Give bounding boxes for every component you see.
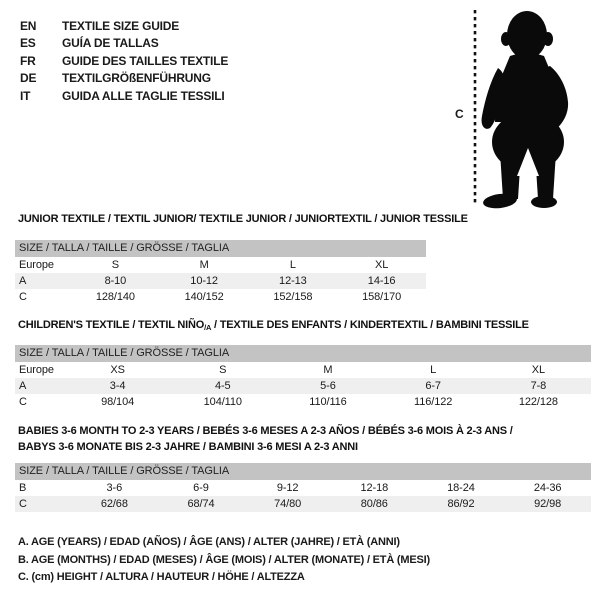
table-row-europe <box>15 257 426 273</box>
language-label: TEXTILGRÖßENFÜHRUNG <box>62 71 211 86</box>
table-cell: 122/128 <box>518 396 558 408</box>
table-row-age <box>15 378 591 394</box>
children-table-title <box>18 319 529 332</box>
language-label: GUÍA DE TALLAS <box>62 36 159 51</box>
row-label: C <box>19 396 27 408</box>
table-cell: 92/98 <box>534 498 562 510</box>
table-cell: S <box>219 364 227 376</box>
junior-size-table <box>15 240 426 305</box>
babies-table-title <box>18 424 513 455</box>
toddler-silhouette <box>482 11 569 210</box>
language-row-it <box>20 87 228 105</box>
row-label: B <box>19 482 27 494</box>
table-cell: 6-9 <box>193 482 209 494</box>
table-cell: 74/80 <box>274 498 302 510</box>
language-label: TEXTILE SIZE GUIDE <box>62 18 180 33</box>
table-cell: XS <box>110 364 125 376</box>
title-part: CHILDREN'S TEXTILE / TEXTIL NIÑO <box>18 319 205 331</box>
footnote-height: C. (cm) HEIGHT / ALTURA / HAUTEUR / HÖHE / ALTEZZA <box>18 571 305 583</box>
title-line-2: BABYS 3-6 MONATE BIS 2-3 JAHRE / BAMBINI 3-6 MESI A 2-3 ANNI <box>18 440 358 453</box>
table-cell: 9-12 <box>276 482 299 494</box>
table-cell: M <box>199 259 209 271</box>
row-label: C <box>19 498 27 510</box>
children-table <box>15 362 591 410</box>
row-label: Europe <box>19 259 54 271</box>
language-code: FR <box>20 53 36 68</box>
table-cell: 14-16 <box>367 275 396 287</box>
row-label: Europe <box>19 364 54 376</box>
children-size-table <box>15 345 591 410</box>
table-cell: M <box>323 364 333 376</box>
table-cell: 12-18 <box>360 482 389 494</box>
table-cell: L <box>430 364 437 376</box>
table-cell: 7-8 <box>530 380 547 392</box>
table-row-age <box>15 273 426 289</box>
table-cell: 24-36 <box>533 482 562 494</box>
table-cell: 3-4 <box>109 380 126 392</box>
title-subscript: /A <box>204 323 212 332</box>
table-cell: 12-13 <box>279 275 307 287</box>
language-code: IT <box>20 88 31 103</box>
table-cell: L <box>289 259 296 271</box>
language-guide-list <box>20 17 228 105</box>
language-label: GUIDA ALLE TAGLIE TESSILI <box>62 88 225 103</box>
table-cell: 116/122 <box>414 396 453 408</box>
table-cell: 6-7 <box>425 380 441 392</box>
toddler-silhouette-figure <box>440 2 600 210</box>
table-cell: 62/68 <box>100 498 128 510</box>
table-cell: S <box>111 259 119 271</box>
babies-table <box>15 480 591 512</box>
table-cell: 68/74 <box>187 498 215 510</box>
table-row-age-months <box>15 480 591 496</box>
junior-size-header-bar: SIZE / TALLA / TAILLE / GRÖSSE / TAGLIA <box>15 240 426 257</box>
title-line-1: BABIES 3-6 MONTH TO 2-3 YEARS / BEBÉS 3-6 MESES A 2-3 AÑOS / BÉBÉS 3-6 MOIS À 2-3 ANS / <box>18 425 513 437</box>
table-cell: 10-12 <box>190 275 218 287</box>
language-label: GUIDE DES TAILLES TEXTILE <box>62 53 229 68</box>
table-row-height <box>15 394 591 410</box>
language-row-en <box>20 17 228 35</box>
footnote-age-years: A. AGE (YEARS) / EDAD (AÑOS) / ÂGE (ANS) / ALTER (JAHRE) / ETÀ (ANNI) <box>18 536 400 548</box>
language-row-es <box>20 35 228 53</box>
language-code: EN <box>20 18 37 33</box>
table-cell: 98/104 <box>101 396 135 408</box>
table-cell: XL <box>531 364 545 376</box>
table-cell: 140/152 <box>184 291 224 303</box>
footnote-age-months: B. AGE (MONTHS) / EDAD (MESES) / ÂGE (MOIS) / ALTER (MONATE) / ETÀ (MESI) <box>18 553 430 566</box>
language-row-fr <box>20 52 228 70</box>
height-measure-label: C <box>455 107 464 121</box>
children-size-header-bar: SIZE / TALLA / TAILLE / GRÖSSE / TAGLIA <box>15 345 591 362</box>
table-cell: 5-6 <box>320 380 336 392</box>
table-cell: 80/86 <box>360 498 388 510</box>
table-cell: 128/140 <box>95 291 135 303</box>
table-row-europe <box>15 362 591 378</box>
babies-size-header-bar: SIZE / TALLA / TAILLE / GRÖSSE / TAGLIA <box>15 463 591 480</box>
table-cell: 86/92 <box>447 498 475 510</box>
babies-size-table <box>15 463 591 512</box>
table-cell: 4-5 <box>214 380 231 392</box>
table-cell: 152/158 <box>273 291 313 303</box>
title-part: / TEXTILE DES ENFANTS / KINDERTEXTIL / BAMBINI TESSILE <box>211 319 529 331</box>
language-code: ES <box>20 36 36 51</box>
row-label: C <box>19 291 27 303</box>
table-cell: XL <box>374 259 389 271</box>
junior-table <box>15 257 426 305</box>
table-cell: 104/110 <box>203 396 242 408</box>
row-label: A <box>19 380 27 392</box>
table-row-height <box>15 289 426 305</box>
table-cell: 18-24 <box>447 482 475 494</box>
table-cell: 158/170 <box>362 291 402 303</box>
table-row-height <box>15 496 591 512</box>
language-code: DE <box>20 71 37 86</box>
row-label: A <box>19 275 27 287</box>
table-cell: 8-10 <box>104 275 127 287</box>
table-cell: 110/116 <box>309 396 347 408</box>
language-row-de <box>20 70 228 88</box>
junior-table-title: JUNIOR TEXTILE / TEXTIL JUNIOR/ TEXTILE JUNIOR / JUNIORTEXTIL / JUNIOR TESSILE <box>18 213 468 225</box>
table-cell: 3-6 <box>106 482 123 494</box>
footnote-legend <box>18 534 430 587</box>
